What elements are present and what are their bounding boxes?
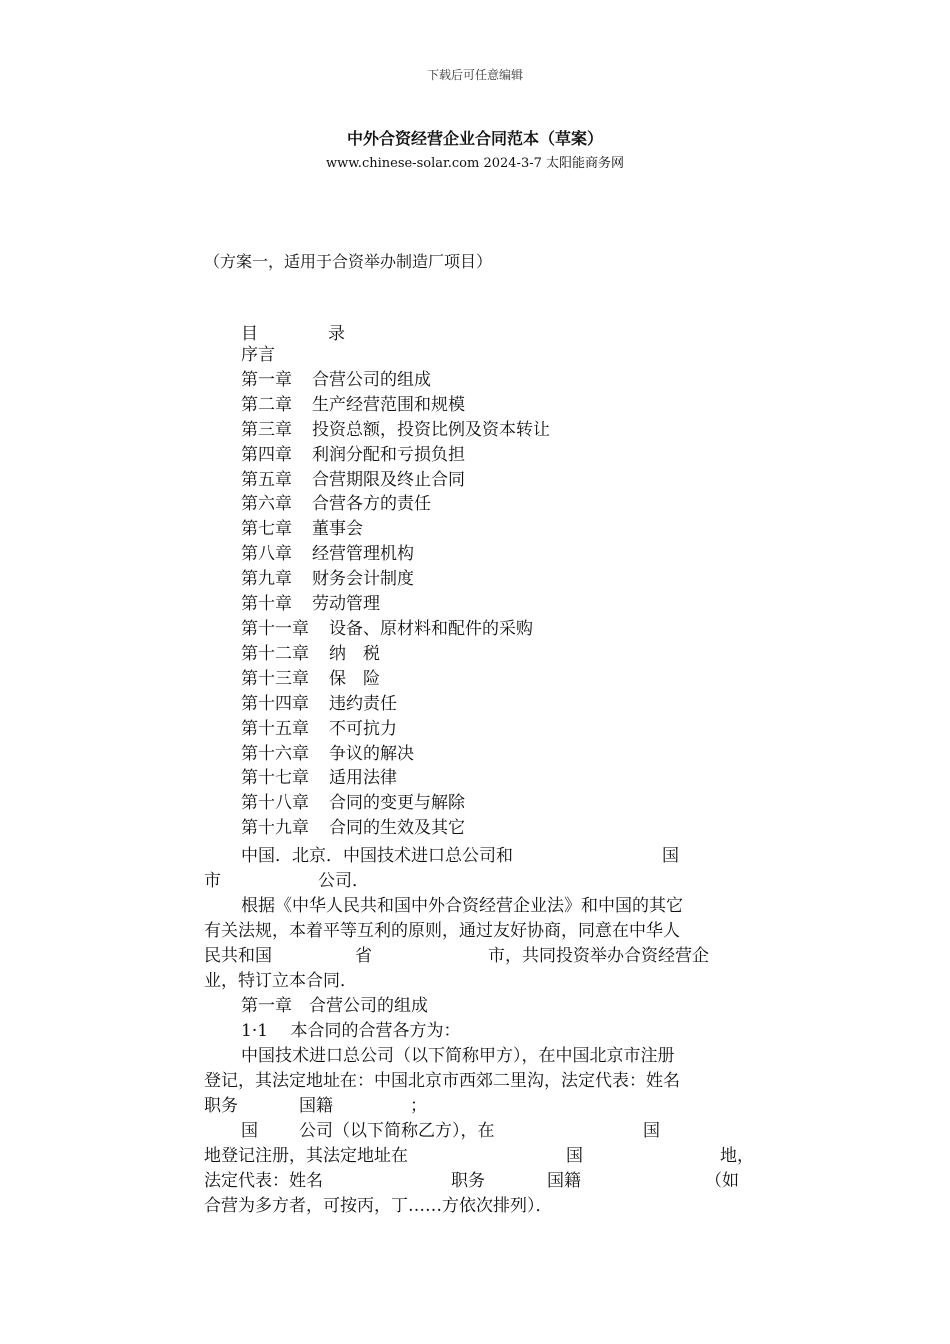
toc-item xyxy=(241,567,550,592)
toc-item xyxy=(241,617,550,642)
body-line: 业，特订立本合同． xyxy=(204,971,357,991)
toc-item-title: 设备、原材料和配件的采购 xyxy=(329,618,533,639)
toc-item-num: 第一章 xyxy=(241,369,292,390)
body-line: 省 xyxy=(355,946,372,966)
body-line: ； xyxy=(410,1096,427,1116)
toc-item xyxy=(241,343,550,368)
body-line: 市，共同投资举办合资经营企 xyxy=(488,946,709,966)
body-line: 1·1 本合同的合营各方为： xyxy=(241,1021,461,1041)
body-line: 法定代表：姓名 xyxy=(204,1171,323,1191)
toc-item-num: 第三章 xyxy=(241,419,292,440)
toc-item-num: 第十九章 xyxy=(241,818,309,839)
toc-item-title: 合同的变更与解除 xyxy=(329,793,465,814)
body-line: 市 xyxy=(204,871,221,891)
body-line: 地登记注册，其法定地址在 xyxy=(204,1146,408,1166)
toc-item xyxy=(241,742,550,767)
body-line: 地， xyxy=(720,1146,754,1166)
toc-item-num: 第五章 xyxy=(241,469,292,490)
body-line: 合营为多方者，可按丙，丁……方依次排列）． xyxy=(204,1196,553,1216)
body-line: 根据《中华人民共和国中外合资经营企业法》和中国的其它 xyxy=(241,896,683,916)
body-line: 登记，其法定地址在：中国北京市西郊二里沟，法定代表：姓名 xyxy=(204,1071,680,1091)
toc-item-title: 董事会 xyxy=(312,519,363,540)
toc-item-title: 合同的生效及其它 xyxy=(329,818,465,839)
toc-item-title: 劳动管理 xyxy=(312,594,380,615)
toc-item xyxy=(241,542,550,567)
toc-item-num: 第十五章 xyxy=(241,718,309,739)
table-of-contents xyxy=(241,343,550,841)
toc-item xyxy=(241,492,550,517)
body-line: 第一章 合营公司的组成 xyxy=(241,996,428,1016)
body-line: 职务 xyxy=(451,1171,485,1191)
toc-item-title: 不可抗力 xyxy=(329,718,397,739)
toc-item-num: 第十章 xyxy=(241,594,292,615)
toc-item xyxy=(241,468,550,493)
body-line: 国 xyxy=(643,1121,660,1141)
toc-item-num: 第十六章 xyxy=(241,743,309,764)
toc-item xyxy=(241,717,550,742)
body-line: 有关法规，本着平等互利的原则，通过友好协商，同意在中华人 xyxy=(204,921,680,941)
toc-item-num: 第八章 xyxy=(241,544,292,565)
toc-item-num: 第四章 xyxy=(241,444,292,465)
toc-item-num: 第十二章 xyxy=(241,643,309,664)
toc-item xyxy=(241,642,550,667)
body-line: （如 xyxy=(705,1171,739,1191)
toc-item-num: 第十四章 xyxy=(241,693,309,714)
toc-item xyxy=(241,816,550,841)
toc-item-num: 第十三章 xyxy=(241,668,309,689)
toc-item-title: 财务会计制度 xyxy=(312,569,414,590)
toc-item xyxy=(241,692,550,717)
toc-item-num: 第十七章 xyxy=(241,768,309,789)
toc-item xyxy=(241,667,550,692)
scheme-note: （方案一，适用于合资举办制造厂项目） xyxy=(204,252,493,271)
document-subtitle: www.chinese-solar.com 2024-3-7 太阳能商务网 xyxy=(325,156,625,171)
toc-item-num: 第二章 xyxy=(241,394,292,415)
body-line: 公司． xyxy=(318,871,369,891)
toc-item-title: 生产经营范围和规模 xyxy=(312,394,465,415)
toc-heading xyxy=(241,319,345,344)
body-line: 国籍 xyxy=(299,1096,333,1116)
toc-item xyxy=(241,443,550,468)
toc-item-num: 第十一章 xyxy=(241,618,309,639)
body-line: 中国技术进口总公司（以下简称甲方），在中国北京市注册 xyxy=(241,1046,675,1066)
toc-item xyxy=(241,791,550,816)
body-line: 国 xyxy=(662,846,679,866)
toc-item-num: 第七章 xyxy=(241,519,292,540)
toc-item-title: 利润分配和亏损负担 xyxy=(312,444,465,465)
toc-item-title: 合营期限及终止合同 xyxy=(312,469,465,490)
body-line: 国籍 xyxy=(547,1171,581,1191)
toc-item-title: 保 险 xyxy=(329,668,380,689)
toc-item xyxy=(241,592,550,617)
toc-item-title: 纳 税 xyxy=(329,643,380,664)
body-line: 国 xyxy=(566,1146,583,1166)
toc-item-title: 投资总额，投资比例及资本转让 xyxy=(312,419,550,440)
body-line: 国 xyxy=(241,1121,258,1141)
toc-item-title: 合营公司的组成 xyxy=(312,369,431,390)
toc-item-num: 第六章 xyxy=(241,494,292,515)
body-line: 中国．北京．中国技术进口总公司和 xyxy=(241,846,513,866)
toc-heading-part-2: 录 xyxy=(328,324,345,344)
toc-item-title: 适用法律 xyxy=(329,768,397,789)
toc-item-num: 第九章 xyxy=(241,569,292,590)
toc-item-title: 经营管理机构 xyxy=(312,544,414,565)
toc-heading-part-1: 目 xyxy=(241,324,258,344)
toc-item-title: 合营各方的责任 xyxy=(312,494,431,515)
toc-item-num: 第十八章 xyxy=(241,793,309,814)
toc-item xyxy=(241,418,550,443)
body-line: 民共和国 xyxy=(204,946,272,966)
toc-item-num: 序言 xyxy=(241,345,275,365)
body-line: 公司（以下简称乙方），在 xyxy=(299,1121,495,1141)
page-header-note: 下载后可任意编辑 xyxy=(426,68,523,82)
toc-item xyxy=(241,766,550,791)
toc-item xyxy=(241,517,550,542)
toc-item xyxy=(241,368,550,393)
toc-item-title: 争议的解决 xyxy=(329,743,414,764)
document-title: 中外合资经营企业合同范本（草案） xyxy=(346,129,603,148)
body-line: 职务 xyxy=(204,1096,238,1116)
toc-item xyxy=(241,393,550,418)
toc-item-title: 违约责任 xyxy=(329,693,397,714)
